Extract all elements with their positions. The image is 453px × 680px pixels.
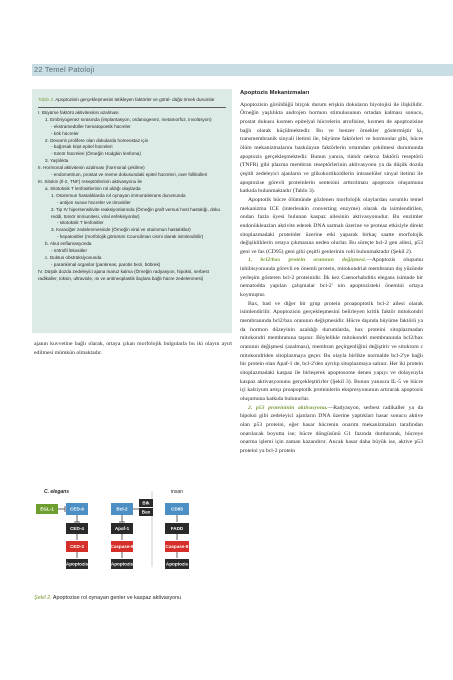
bax-label: Bax [141, 509, 151, 515]
paragraph-1: Apoptozisin görüldüğü birçok durum erişkin dokuların biyolojisi ile ilişkilidir. Örneğin yaşlılıkta androjen hormon stimulusunun ortadan kalması sonucu, prostat dokusu kısmen epitelyal hücrelerin atrofisine, kısmen de apoptozisine bağlı olarak küçülmektedir. Bu ve benzer örnekler göstermiştir ki, transmembranik sinyali iletimi ile, büyüme faktörleri ve hormonlar gibi, hücre ölüm mekanizmalarını baskılayan faktörlerin ortamdan çekilmesi durumunda apoptozis gerçekleşmektedir. Bunun yanıra, tümör nekroz faktörü reseptörü (TNFR) gibi plazma membran reseptörlerinin aktivasyonu ya da düşük dozda çeşitli zedeleyici ajanların ve glikokortikoidlerin intraselüler sinyal iletimi ile apoptozise görevli proteinlerin sentezini arttırılması apoptozis oluşumuna katkıda bulunmaktadır (Tablo 3). [240, 101, 423, 195]
table-line: 2. Devamlı prolifere olan dokularda homeostaz için [45, 137, 149, 143]
table-line: - nötrofil lökositler [51, 248, 87, 254]
table-line: 1. Otoimmun hastalıklarda rol oynayan immuntolerans durumunda [51, 192, 186, 198]
figure-2-diagram [34, 487, 231, 583]
table-line: I. Büyüme faktörü aktivitesinin azalması [38, 109, 119, 115]
paragraph-3 [240, 256, 423, 299]
worm-apoptosis-label: Apoptozis [65, 561, 89, 567]
table-line: 3. Yaşlılıkta [45, 158, 69, 164]
cd95-label: CD95 [171, 506, 183, 512]
table-rule [38, 107, 226, 108]
running-header-band [32, 64, 453, 76]
table-line: - antijen sunan hücreler ve timositler [57, 199, 131, 205]
paragraph-2: Apoptotik hücre ölümünde gözlenen morfolojik olaylardan sorumlu temel mekanizma ICE (interleukin converting enzyme) olarak da isimlendirilen, ondan fazla üyesi bulunan kaspaz ailesinin aktivasyonudur. Bu enzimler endonükleazları aktivite ederek DNA sarmalı üzerine ve proteaz etkisiyle direkt sitoplazmadaki proteinler üzerine etki yaparak birkaç saatte morfolojik değişikliklerin ortaya çıkmasına neden olurlar. Bu süreçte bcl-2 gen ailesi, p53 geni ve fas (CD95) geni gibi çeşitli genlerinin rolü bulunmaktadır (Şekil 2). [240, 196, 423, 255]
ced-4-label: CED-4 [70, 526, 84, 532]
figure-caption [34, 595, 234, 602]
fadd-label: FADD [170, 526, 184, 532]
table-line: - tümör hücreleri (Örneğin Hodgkin lenfoma) [51, 151, 141, 157]
table-line: 2. Tip IV hipersensitivite reaksiyonlarında (Örneğin graft versus host hastalığı, doku reddi, tümör immunitesi, viral enfeksiyonlar) [51, 206, 221, 219]
table-title [38, 97, 226, 104]
table-line: - bağırsak kript epitel hücreleri [51, 144, 113, 150]
bik-label: Bik [142, 500, 150, 506]
paragraph-3-text: —Apoptozis oluşumu inhibisyonunda görevli en önemli protein, mitokondrial membranın dış yüzünde yerleşim gösteren bcl-2 proteinidir. İlk kez Caenorhabditis elegans isimnde bir nematodda yapılan çalışmalar bcl-2' nin apoptozisteki önemini ortaya koymuştur. [240, 257, 423, 299]
worm-label: C. elegans [44, 489, 70, 495]
paragraph-5-text: —Radyasyon, serbest radikaller ya da hipoksi gibi zedeleyici ajanların DNA üzerine yaptıkları hasar sonucu aktive olan p53 proteini, eğer hasar hücrenin onarım mekanizmaları tarafından onarılacak boyutta ise; hücre döngüsünü G1 fazında durdurarak, hücreye onarma işlemi için zaman kazandırır. Ancak hasar daha büyük ise, aktive p53 proteini ya bcl-2 protein [240, 404, 424, 454]
table-line: - sitotoksik T lenfositler [57, 220, 104, 226]
table-line: - parankimal organlar (pankreas, parotis bezi, böbrek) [51, 261, 161, 267]
table-line: - endometrium, prostat ve meme dokusundaki epitel hücreleri, over follikülleri [51, 172, 208, 178]
caspase-9-label: Caspase-9 [110, 544, 134, 550]
apaf-1-label: Apaf-1 [114, 526, 130, 532]
table-line: - ekstramedüller hematopoetik hücreler [51, 123, 131, 129]
caspase-8-label: Caspase-8 [165, 544, 189, 550]
egl-1-label: EGL-1 [40, 506, 54, 512]
subheading-bcl2: 1. bcl2/bax protein oranının değişmesi. [248, 257, 367, 264]
subheading-p53: 2. p53 proteininin aktivasyonu. [248, 404, 328, 411]
human-apoptosis-1-label: Apoptozis [110, 561, 134, 567]
figure-caption-text: Apoptozise rol oynayan genler ve kaspaz aktivasyonu [52, 595, 182, 601]
table-line: III. Sitokin (Il-2, TNF) reseptörlerinin aktivasyonu ile [38, 178, 143, 184]
figure-tag: Şekil 2. [34, 595, 52, 601]
paragraph-5 [240, 404, 423, 456]
running-header: 22 Temel Patoloji [34, 65, 95, 74]
right-column [240, 89, 423, 456]
table-lines [38, 110, 226, 283]
table-line: II. Hormonal aktivitenin azalması (hormonal çekilme) [38, 165, 145, 171]
table-line: - hepatositler (morfolojik görünüm Councilman cismi olarak isimlendirilir) [57, 234, 204, 240]
left-paragraph: ajanın kuvvetine bağlı olarak, ortaya çıkan morfolojik bulgularla bu iki olayın ayırt edilmesi mümkün olmaktadır. [34, 341, 232, 356]
ced-3-label: CED-3 [70, 544, 84, 550]
paragraph-4: Bax, bad ve diğer bir grup protein proapoptotik bcl-2 ailesi olarak isimlendirilir. Apoptozisin gerçekleşmesini belirleyen kritik faktör mitokondri membranında bcl2/bax oranının değişmesidir. Hücre dışında büyüme faktörü ya da hormon düzeyinin azaldığı durumlarda, bax proteini sitoplazmadan mitokondri membranına taşınır. Böylelikle mitokondri membranında bcl2/bax oranının değişmesi (azalması), membran geçirgenliğini değiştirir ve sitokrom c mitokondriden sitoplazmaya geçer. Bu olayla birlikte normalde bcl-2'ye bağlı bir protein olan Apaf-1 de, bcl-2'den ayrılıp sitoplazmaya salınır. Her iki protein sitoplazmadaki kaspaz ile birleşerek apoptosome denen yapıyı ve dolayısıyla kaspaz aktivasyonunu gerçekleştirirler (Şekil 3). Bunun yanısıra IL-5 ve hücre içi kalsiyum artışı proapoptotik proteinlerin ekspresyonunun artırarak apoptozis oluşumuna katkıda bulunurlar. [240, 300, 423, 402]
table-line: c. Duktus obstrüksiyonunda [45, 254, 102, 260]
table-line: IV. Düşük dozda zedeleyici ajana maruz kalma (Örneğin radyasyon, hipoksi, serbest radikaller, toksin, ultraviole, ısı ve antineoplastik ilaçlara bağlı hücre zedelenmesi) [38, 268, 209, 281]
human-apoptosis-2-label: Apoptozis [165, 561, 189, 567]
table-line: 3. Karaciğer zedelenmesinde (Örneğin viral ve otoimmun hastalıklar) [51, 227, 191, 233]
bcl-2-label: Bcl-2 [116, 506, 128, 512]
table-tag: Tablo 3. [38, 97, 55, 102]
human-label: insan [171, 489, 183, 495]
table-line: a. Sitotoksik T lenfositlerinin rol aldığı olaylarda [45, 185, 141, 191]
table-line: 1. Embriyogenez sırasında (implantasyon, ordanogenez, metamorfoz, involüsyon) [45, 116, 212, 122]
table-title-text: Apoptozisin gerçekleşmesini tetikleyen faktörler ve görül- düğü örnek durumlar [55, 97, 215, 102]
ced-9-label: CED-9 [70, 506, 84, 512]
table-line: b. Akut enflamasyonda [45, 241, 92, 247]
table-3-box [32, 89, 232, 333]
section-heading: Apoptozis Mekanizmaları [240, 90, 310, 96]
table-line: - kök hücreler [51, 130, 79, 136]
